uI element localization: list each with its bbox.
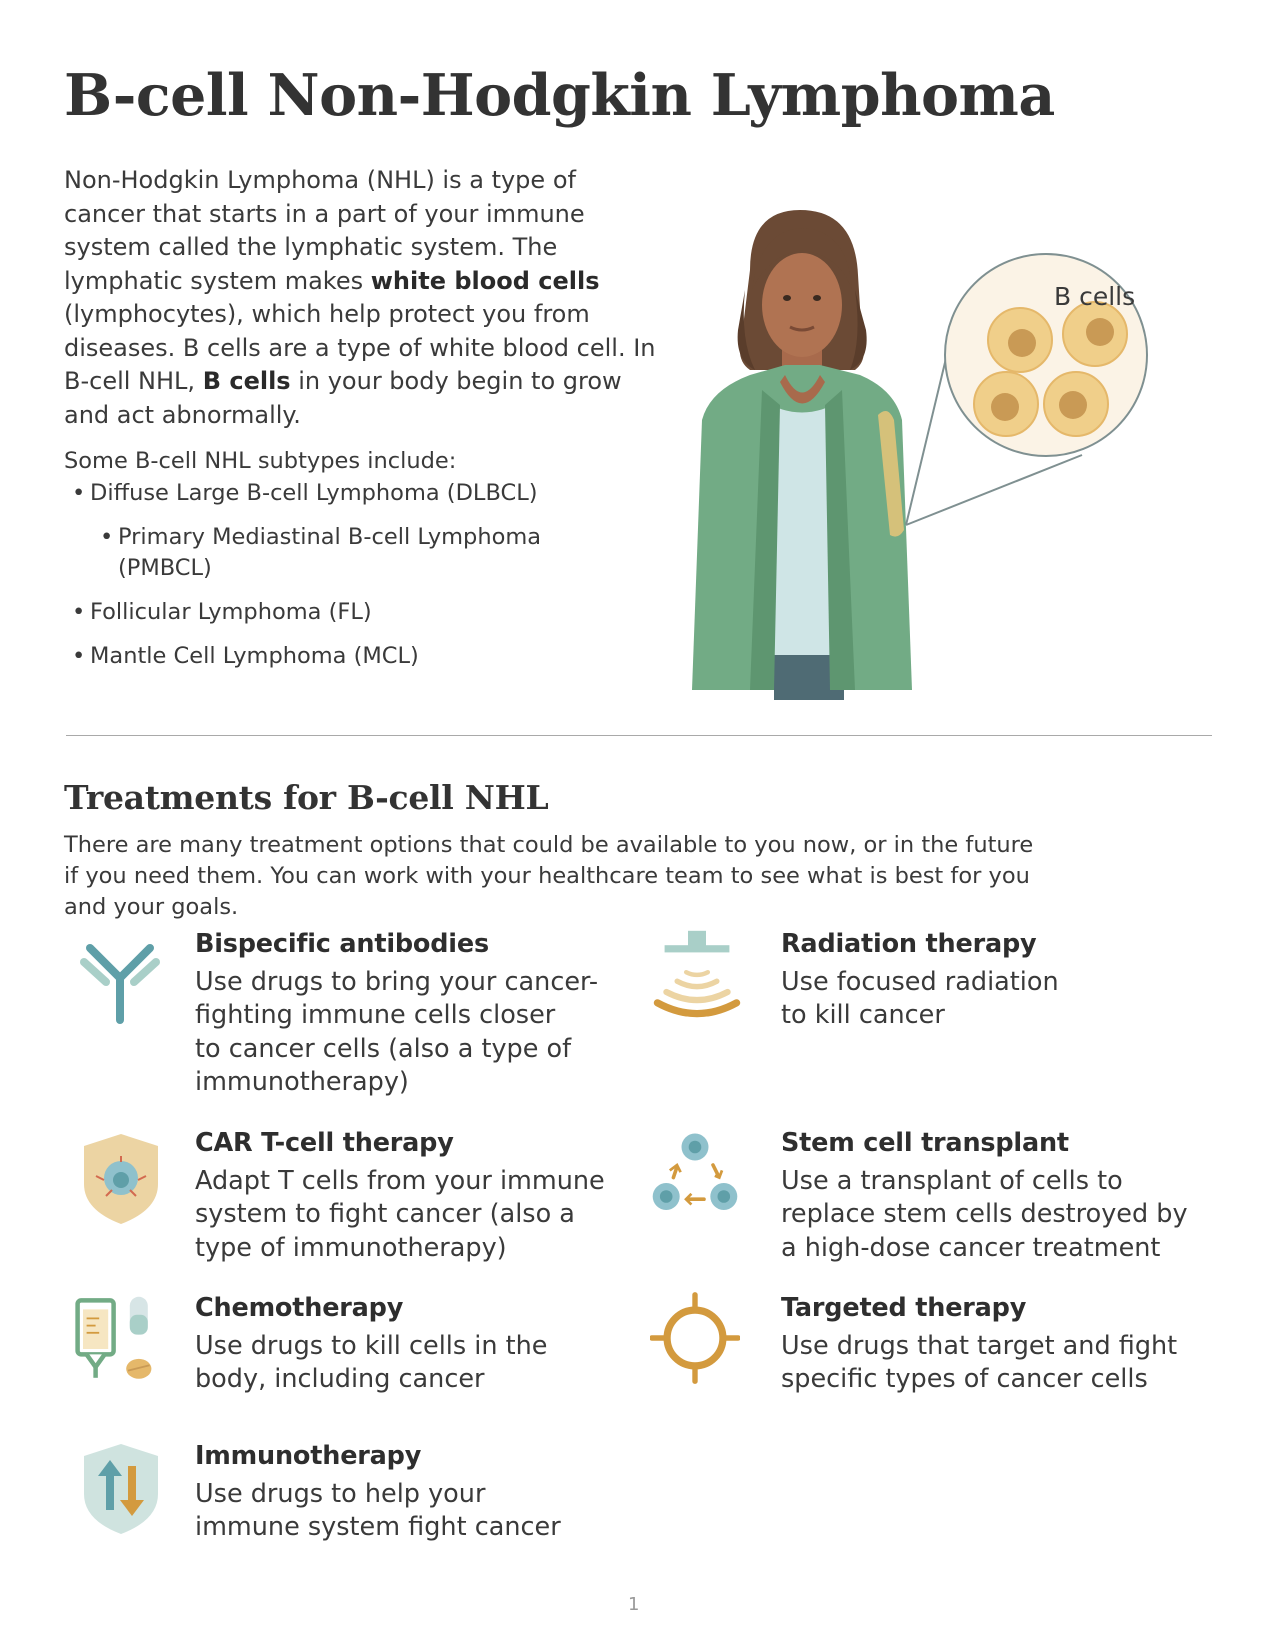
subtype-item: • Mantle Cell Lymphoma (MCL) — [72, 643, 419, 669]
treatment-description: Use drugs that target and fight specific types of cancer cells — [781, 1331, 1178, 1395]
treatments-intro: There are many treatment options that could be available to you now, or in the future if you need them. You can work with your healthcare team to see what is best for you and your goals. — [64, 832, 1034, 920]
treatment-title-bispecific: Bispecific antibodies — [195, 929, 489, 959]
treatment-description: Use a transplant of cells to replace stem cells destroyed by a high-dose cancer treatment — [781, 1166, 1188, 1263]
treatment-description: Adapt T cells from your immune system to fight cancer (also a type of immunotherapy) — [195, 1166, 605, 1263]
page-number: 1 — [628, 1594, 640, 1615]
subtype-item-continued: (PMBCL) — [118, 555, 212, 581]
section-divider — [66, 735, 1212, 736]
iv-bag-pills-icon — [74, 1290, 164, 1390]
treatment-description: Use focused radiation to kill cancer — [781, 967, 1059, 1031]
treatment-title-radiation: Radiation therapy — [781, 929, 1037, 959]
subtype-item: • Primary Mediastinal B-cell Lymphoma — [100, 524, 542, 550]
treatments-heading: Treatments for B-cell NHL — [64, 778, 549, 817]
treatment-title-immunotherapy: Immunotherapy — [195, 1441, 422, 1471]
treatment-description: Use drugs to bring your cancer- fighting immune cells closer to cancer cells (also a type of immunotherapy) — [195, 967, 599, 1097]
intro-paragraph: Non-Hodgkin Lymphoma (NHL) is a type of cancer that starts in a part of your immune system called the lymphatic system. The lymphatic system makes white blood cells (lymphocytes), which help protect you from diseases. B cells are a type of white blood cell. In B-cell NHL, B cells in your body begin to grow and act abnormally. — [64, 166, 656, 429]
shield-cell-icon — [76, 1128, 166, 1228]
subtype-item: • Diffuse Large B-cell Lymphoma (DLBCL) — [72, 480, 538, 506]
radiation-icon — [652, 924, 742, 1024]
shield-arrows-icon — [76, 1438, 166, 1538]
treatment-description: Use drugs to help your immune system fight cancer — [195, 1479, 561, 1543]
subtype-item: • Follicular Lymphoma (FL) — [72, 599, 372, 625]
treatment-title-car-t: CAR T-cell therapy — [195, 1128, 454, 1158]
treatment-title-chemo: Chemotherapy — [195, 1293, 404, 1323]
target-icon — [650, 1288, 740, 1388]
cell-cycle-icon — [650, 1124, 740, 1224]
subtypes-heading: Some B-cell NHL subtypes include: — [64, 448, 457, 474]
treatment-description: Use drugs to kill cells in the body, including cancer — [195, 1331, 548, 1395]
page-title: B-cell Non-Hodgkin Lymphoma — [64, 62, 1055, 129]
antibody-icon — [76, 932, 166, 1032]
treatment-title-stem-cell: Stem cell transplant — [781, 1128, 1069, 1158]
treatment-title-targeted: Targeted therapy — [781, 1293, 1027, 1323]
b-cells-callout-label: B cells — [1054, 282, 1136, 311]
